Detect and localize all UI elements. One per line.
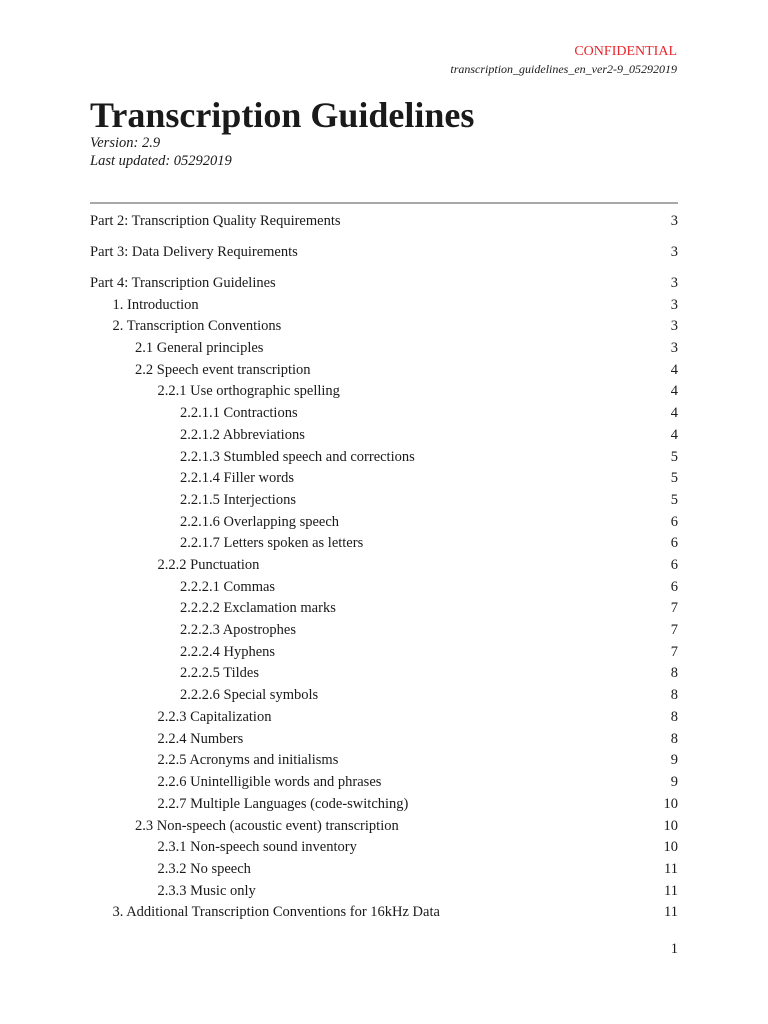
toc-entry-page-number: 5	[670, 449, 678, 465]
toc-entry-page-number: 10	[663, 818, 678, 834]
document-reference: transcription_guidelines_en_ver2-9_05292019	[450, 62, 677, 76]
toc-entry[interactable]	[90, 360, 678, 380]
toc-entry-page-number: 6	[670, 514, 678, 530]
toc-entry[interactable]	[90, 316, 678, 336]
toc-entry-page-number: 11	[664, 861, 678, 877]
toc-entry-label: 2.2.3 Capitalization	[157, 709, 272, 725]
toc-entry-page-number: 5	[670, 492, 678, 508]
toc-entry-page-number: 8	[670, 709, 678, 725]
toc-entry-page-number: 9	[670, 774, 678, 790]
toc-entry[interactable]	[90, 598, 678, 618]
toc-entry-label: Part 4: Transcription Guidelines	[90, 275, 276, 291]
toc-entry-page-number: 4	[670, 405, 678, 421]
toc-entry[interactable]	[90, 859, 678, 879]
toc-entry-page-number: 7	[670, 622, 678, 638]
toc-entry[interactable]	[90, 750, 678, 770]
toc-entry-page-number: 3	[670, 213, 678, 229]
toc-entry-label: 2.3.1 Non-speech sound inventory	[157, 839, 357, 855]
toc-entry[interactable]	[90, 794, 678, 814]
toc-entry-page-number: 3	[670, 244, 678, 260]
toc-entry-page-number: 7	[670, 644, 678, 660]
last-updated-text: Last updated: 05292019	[90, 153, 232, 169]
toc-entry-label: Part 2: Transcription Quality Requirements	[90, 213, 341, 229]
toc-entry-label: 2.2.1.2 Abbreviations	[180, 427, 305, 443]
toc-entry[interactable]	[90, 707, 678, 727]
toc-entry-label: 2.2.1.3 Stumbled speech and corrections	[180, 449, 415, 465]
toc-entry[interactable]	[90, 403, 678, 423]
toc-entry-label: 2.2.1.4 Filler words	[180, 470, 294, 486]
toc-entry-label: 2.2.7 Multiple Languages (code-switching)	[157, 796, 409, 812]
toc-entry-page-number: 11	[664, 904, 678, 920]
toc-entry[interactable]	[90, 881, 678, 901]
toc-entry[interactable]	[90, 555, 678, 575]
toc-entry[interactable]	[90, 902, 678, 922]
toc-entry[interactable]	[90, 533, 678, 553]
toc-entry-label: 2.2.2 Punctuation	[157, 557, 260, 573]
toc-entry-label: 2.2.4 Numbers	[157, 731, 244, 747]
toc-entry-page-number: 6	[670, 557, 678, 573]
toc-entry[interactable]	[90, 642, 678, 662]
toc-entry-page-number: 3	[670, 297, 678, 313]
toc-entry-label: 2.2.2.1 Commas	[180, 579, 276, 595]
toc-entry-label: 2.2.1.7 Letters spoken as letters	[180, 535, 364, 551]
toc-entry[interactable]	[90, 512, 678, 532]
toc-entry-label: 3. Additional Transcription Conventions for 16kHz Data	[112, 904, 440, 920]
toc-entry[interactable]	[90, 447, 678, 467]
toc-entry[interactable]	[90, 816, 678, 836]
toc-entry-page-number: 6	[670, 535, 678, 551]
toc-entry-label: 2.1 General principles	[135, 340, 264, 356]
toc-entry[interactable]	[90, 577, 678, 597]
toc-entry-label: 2.3.2 No speech	[157, 861, 251, 877]
toc-entry-label: 2.2.5 Acronyms and initialisms	[157, 752, 339, 768]
toc-entry-page-number: 10	[663, 796, 678, 812]
toc-entry[interactable]	[90, 620, 678, 640]
toc-entry-page-number: 8	[670, 665, 678, 681]
toc-entry-page-number: 3	[670, 275, 678, 291]
toc-entry[interactable]	[90, 338, 678, 358]
version-text: Version: 2.9	[90, 135, 161, 151]
toc-entry-label: 2.2.2.4 Hyphens	[180, 644, 276, 660]
document-title: Transcription Guidelines	[90, 95, 475, 135]
toc-entry-page-number: 5	[670, 470, 678, 486]
toc-entry-label: 1. Introduction	[112, 297, 199, 313]
toc-entry-label: 2.2 Speech event transcription	[135, 362, 311, 378]
toc-entry-label: 2.2.2.3 Apostrophes	[180, 622, 296, 638]
toc-entry-page-number: 4	[670, 383, 678, 399]
toc-entry-page-number: 3	[670, 318, 678, 334]
toc-entry-page-number: 10	[663, 839, 678, 855]
toc-entry[interactable]	[90, 242, 678, 262]
toc-entry-page-number: 8	[670, 731, 678, 747]
toc-entry-label: 2.2.1.5 Interjections	[180, 492, 296, 508]
toc-entry[interactable]	[90, 685, 678, 705]
toc-entry-label: 2.3 Non-speech (acoustic event) transcription	[135, 818, 399, 834]
toc-entry[interactable]	[90, 295, 678, 315]
toc-entry[interactable]	[90, 729, 678, 749]
toc-entry-page-number: 4	[670, 362, 678, 378]
toc-entry-label: 2.2.2.6 Special symbols	[180, 687, 319, 703]
confidential-label: CONFIDENTIAL	[574, 44, 677, 59]
toc-entry-page-number: 4	[670, 427, 678, 443]
toc-entry[interactable]	[90, 837, 678, 857]
toc-entry[interactable]	[90, 772, 678, 792]
toc-entry-label: Part 3: Data Delivery Requirements	[90, 244, 298, 260]
toc-entry[interactable]	[90, 490, 678, 510]
toc-entry-page-number: 9	[670, 752, 678, 768]
toc-entry-page-number: 11	[664, 883, 678, 899]
toc-entry-label: 2.2.2.2 Exclamation marks	[180, 600, 336, 616]
toc-entry-label: 2.2.6 Unintelligible words and phrases	[157, 774, 382, 790]
toc-entry-label: 2.2.2.5 Tildes	[180, 665, 259, 681]
toc-entry[interactable]	[90, 663, 678, 683]
toc-entry-label: 2. Transcription Conventions	[112, 318, 282, 334]
toc-entry[interactable]	[90, 468, 678, 488]
toc-entry[interactable]	[90, 381, 678, 401]
toc-entry-page-number: 8	[670, 687, 678, 703]
page-number: 1	[670, 941, 678, 957]
title-divider	[90, 202, 678, 204]
toc-entry-page-number: 3	[670, 340, 678, 356]
toc-entry[interactable]	[90, 273, 678, 293]
toc-entry-page-number: 6	[670, 579, 678, 595]
toc-entry-label: 2.2.1 Use orthographic spelling	[157, 383, 340, 399]
toc-entry[interactable]	[90, 211, 678, 231]
toc-entry-page-number: 7	[670, 600, 678, 616]
toc-entry-label: 2.3.3 Music only	[157, 883, 256, 899]
toc-entry-label: 2.2.1.6 Overlapping speech	[180, 514, 340, 530]
toc-entry-label: 2.2.1.1 Contractions	[180, 405, 298, 421]
toc-entry[interactable]	[90, 425, 678, 445]
